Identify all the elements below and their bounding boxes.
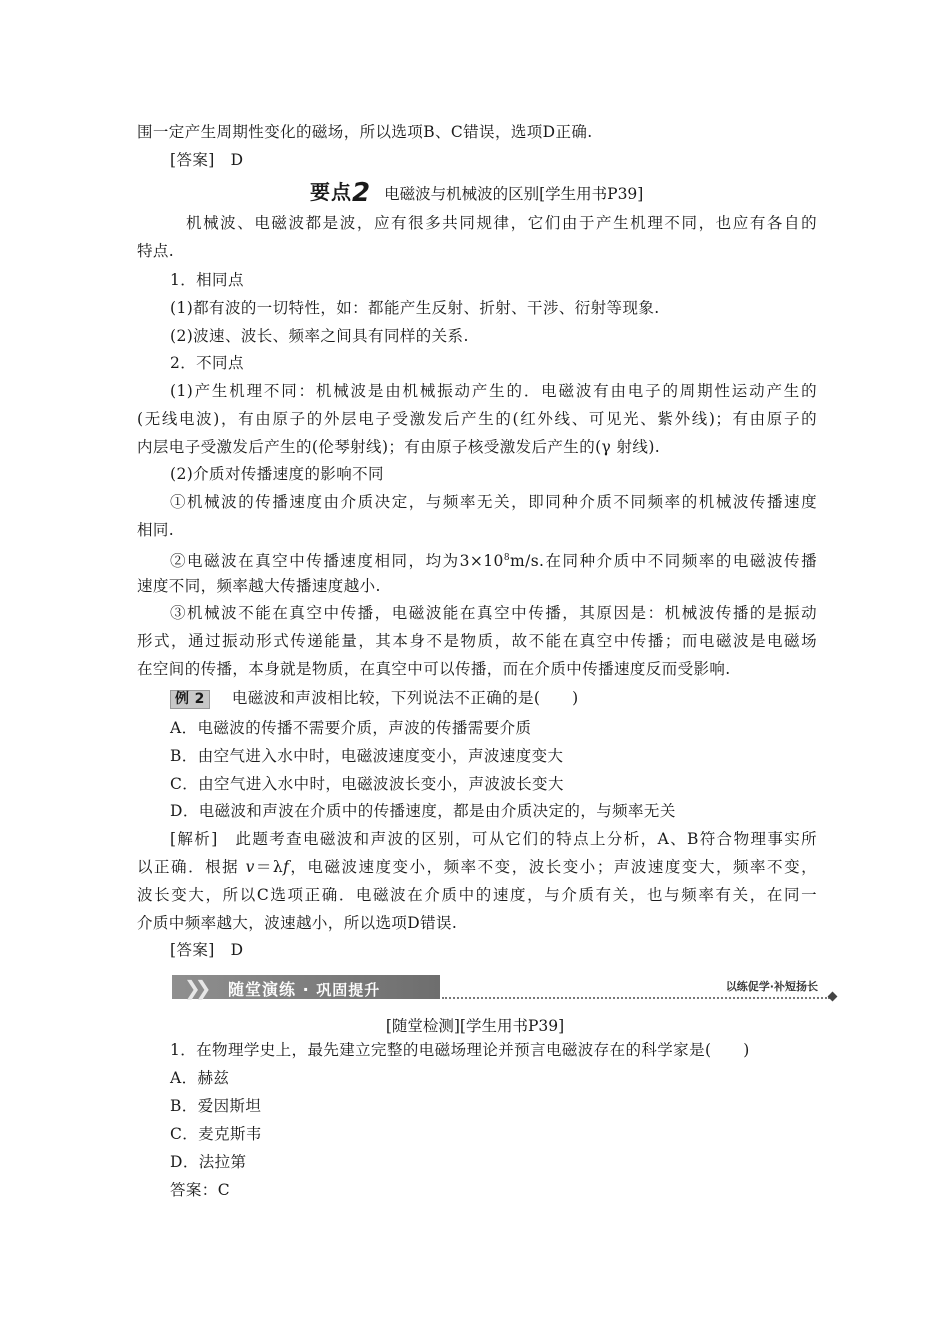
paragraph-line: 围一定产生周期性变化的磁场，所以选项B、C错误，选项D正确. xyxy=(137,123,593,141)
quiz-answer: 答案：C xyxy=(170,1181,230,1199)
banner-tagline: 以练促学·补短扬长 xyxy=(725,980,818,993)
paragraph-line: 内层电子受激发后产生的(伦琴射线)；有由原子核受激发后产生的(γ 射线). xyxy=(137,438,661,456)
text-span: ，电磁波速度变小，频率不变，波长变小；声波速度变大，频率不变， xyxy=(289,858,817,876)
quiz-option-c: C．麦克斯韦 xyxy=(170,1125,262,1143)
text-span: 以正确．根据 xyxy=(137,858,246,876)
paragraph-line: 形式，通过振动形式传递能量，其本身不是物质，故不能在真空中传播；而电磁波是电磁场 xyxy=(137,632,817,650)
double-chevron-icon: ❯❯ xyxy=(184,976,206,1000)
heading-key: 要点 xyxy=(310,180,352,204)
paragraph-line: 2．不同点 xyxy=(170,354,244,372)
paragraph-line: (2)波速、波长、频率之间具有同样的关系. xyxy=(170,327,469,345)
paragraph-line xyxy=(170,548,817,571)
exponent: 8 xyxy=(503,553,510,563)
banner-title-main: 随堂演练 xyxy=(228,980,297,999)
banner-dotted-rule xyxy=(442,997,830,999)
answer-line: [答案] D xyxy=(170,151,244,169)
quiz-option-b: B．爱因斯坦 xyxy=(170,1097,262,1115)
quiz-option-a: A．赫兹 xyxy=(170,1069,230,1087)
paragraph-line: 特点. xyxy=(137,242,175,260)
paragraph-line: 在空间的传播，本身就是物质，在真空中可以传播，而在介质中传播速度反而受影响. xyxy=(137,660,731,678)
paragraph-line: (1)产生机理不同：机械波是由机械振动产生的．电磁波有由电子的周期性运动产生的 xyxy=(170,382,817,400)
option-c: C．由空气进入水中时，电磁波波长变小，声波波长变大 xyxy=(170,775,564,793)
paragraph-line: (2)介质对传播速度的影响不同 xyxy=(170,465,384,483)
paragraph-line: 1．相同点 xyxy=(170,271,244,289)
answer-line: [答案] D xyxy=(170,941,244,959)
paragraph-line: (无线电波)，有由原子的外层电子受激发后产生的(红外线、可见光、紫外线)；有由原子的 xyxy=(137,410,817,428)
option-b: B．由空气进入水中时，电磁波速度变小，声波速度变大 xyxy=(170,747,564,765)
analysis-line: 波长变大，所以C选项正确．电磁波在介质中的速度，与介质有关，也与频率有关，在同一 xyxy=(137,886,817,904)
section-banner xyxy=(172,975,840,1001)
option-d: D．电磁波和声波在介质中的传播速度，都是由介质决定的，与频率无关 xyxy=(170,802,676,820)
variable-f: f xyxy=(283,858,290,876)
paragraph-line: ①机械波的传播速度由介质决定，与频率无关，即同种介质不同频率的机械波传播速度 xyxy=(170,493,817,511)
analysis-line xyxy=(137,857,817,877)
example-question xyxy=(170,688,817,709)
option-a: A．电磁波的传播不需要介质，声波的传播需要介质 xyxy=(170,719,532,737)
text-span: m/s.在同种介质中不同频率的电磁波传播 xyxy=(509,552,817,570)
paragraph-line: ③机械波不能在真空中传播，电磁波能在真空中传播，其原因是：机械波传播的是振动 xyxy=(170,604,817,622)
text-span: ②电磁波在真空中传播速度相同，均为3×10 xyxy=(170,552,504,570)
banner-title-sub: 巩固提升 xyxy=(316,981,381,999)
heading-title: 电磁波与机械波的区别[学生用书P39] xyxy=(384,185,644,203)
diamond-icon xyxy=(828,992,838,1002)
variable-v: v xyxy=(245,858,255,876)
quiz-option-d: D．法拉第 xyxy=(170,1153,247,1171)
subsection-title: [随堂检测][学生用书P39] xyxy=(385,1017,565,1035)
banner-title xyxy=(228,977,380,1000)
paragraph-line: 相同. xyxy=(137,521,175,539)
paragraph-line: 速度不同，频率越大传播速度越小. xyxy=(137,577,381,595)
analysis-line: [解析] 此题考查电磁波和声波的区别，可从它们的特点上分析，A、B符合物理事实所 xyxy=(170,830,817,848)
example-text: 电磁波和声波相比较，下列说法不正确的是( ) xyxy=(231,689,579,707)
banner-separator: · xyxy=(302,980,310,999)
analysis-line: 介质中频率越大，波速越小，所以选项D错误. xyxy=(137,914,458,932)
text-span: ＝λ xyxy=(254,858,284,876)
section-heading xyxy=(310,176,643,208)
paragraph-line: 机械波、电磁波都是波，应有很多共同规律，它们由于产生机理不同，也应有各自的 xyxy=(186,214,817,232)
quiz-question: 1．在物理学史上，最先建立完整的电磁场理论并预言电磁波存在的科学家是( ) xyxy=(170,1041,750,1059)
paragraph-line: (1)都有波的一切特性，如：都能产生反射、折射、干涉、衍射等现象. xyxy=(170,299,660,317)
heading-number: 2 xyxy=(352,178,371,208)
example-badge: 例 2 xyxy=(170,690,210,709)
